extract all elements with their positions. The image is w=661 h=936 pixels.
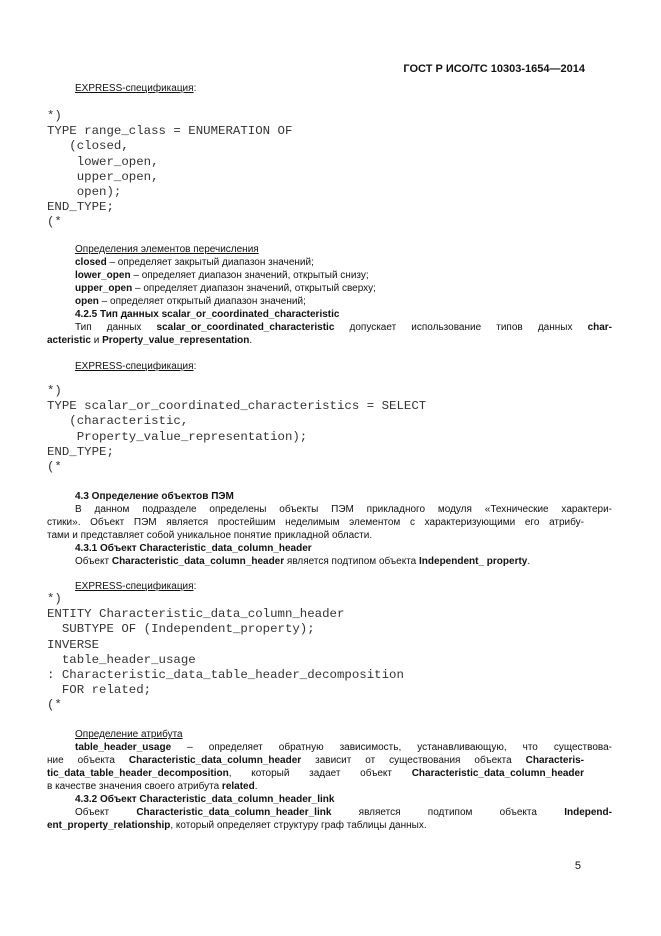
express-spec-label-text: EXPRESS-спецификация — [75, 581, 194, 592]
page-number: 5 — [574, 860, 581, 872]
text-span: является подтипом объекта — [331, 807, 565, 818]
text-span: зависит от существования объекта — [301, 755, 526, 766]
enum-desc: – определяет диапазон значений, открытый снизу; — [130, 270, 369, 281]
paragraph-line — [47, 321, 612, 334]
enum-desc: – определяет закрытый диапазон значений; — [106, 257, 314, 268]
paragraph-line — [47, 754, 584, 767]
section-heading-4-3-2: 4.3.2 Объект Characteristic_data_column_header_link — [75, 794, 335, 805]
express-spec-label-text: EXPRESS-спецификация — [75, 361, 194, 372]
text-span: – определяет обратную зависимость, устанавливающую, что существова- — [171, 742, 612, 753]
enum-desc: – определяет открытый диапазон значений; — [98, 296, 306, 307]
type-name: Property_value_representation — [102, 335, 250, 346]
express-spec-colon: : — [193, 361, 197, 372]
enum-desc: – определяет диапазон значений, открытый сверху; — [132, 283, 376, 294]
entity-name: Independ- — [564, 807, 612, 818]
paragraph-line: В данном подразделе определены объекты ПЭМ прикладного модуля «Технические характери- — [75, 504, 612, 515]
type-name: scalar_or_coordinated_characteristic — [156, 322, 335, 333]
text-span: ние объекта — [47, 755, 129, 766]
entity-name: Characteris- — [525, 755, 584, 766]
text-span: , который задает объект — [228, 768, 412, 779]
entity-name: Characteristic_data_column_header — [128, 755, 302, 766]
code-block-range-class: *) TYPE range_class = ENUMERATION OF (closed, lower_open, upper_open, open); END_TYPE; (* — [47, 109, 293, 230]
text-span: является подтипом объекта — [284, 556, 420, 567]
entity-name: Characteristic_data_column_header — [411, 768, 584, 779]
section-heading-4-3: 4.3 Определение объектов ПЭМ — [75, 491, 234, 502]
entity-name: Characteristic_data_column_header_link — [136, 807, 332, 818]
text-span: , который определяет структуру граф таблицы данных. — [170, 820, 427, 831]
attr-def-heading — [47, 728, 612, 741]
section-heading-4-2-5: 4.2.5 Тип данных scalar_or_coordinated_characteristic — [75, 309, 340, 320]
entity-name: Characteristic_data_column_header — [111, 556, 285, 567]
enum-term: open — [75, 296, 99, 307]
paragraph-line: стики». Объект ПЭМ является простейшим неделимым элементом с характеризующими его атрибу- — [47, 517, 584, 528]
enum-defs-heading — [47, 243, 612, 256]
entity-name: tic_data_table_header_decomposition — [47, 768, 229, 779]
paragraph-line — [47, 334, 584, 347]
text-span: . — [249, 335, 253, 346]
entity-name: Independent_ property — [419, 556, 528, 567]
attribute-name: related — [221, 781, 255, 792]
type-name: char- — [587, 322, 613, 333]
paragraph-line: тами и представляет собой уникальное понятие прикладной области. — [47, 530, 373, 541]
enum-def-item — [47, 269, 612, 282]
enum-def-item — [47, 282, 612, 295]
express-spec-colon: : — [193, 581, 197, 592]
paragraph-line — [47, 819, 584, 832]
enum-term: lower_open — [75, 270, 131, 281]
enum-def-item — [47, 295, 612, 308]
entity-name: ent_property_relationship — [47, 820, 171, 831]
enum-defs-heading-text: Определения элементов перечисления — [75, 244, 259, 255]
text-span: Тип данных — [75, 322, 157, 333]
attr-def-heading-text: Определение атрибута — [75, 729, 183, 740]
paragraph-line — [47, 555, 612, 568]
code-block-entity-column-header: *) ENTITY Characteristic_data_column_header SUBTYPE OF (Independent_property); INVERSE table_header_usage : Characteristic_data_table_header_decomposition FOR related; (* — [47, 592, 404, 713]
type-name: acteristic — [47, 335, 91, 346]
code-block-scalar-select: *) TYPE scalar_or_coordinated_characteristics = SELECT (characteristic, Property_value_representation); END_TYPE; (* — [47, 384, 427, 475]
document-header-title: ГОСТ Р ИСО/ТС 10303-1654—2014 — [403, 63, 585, 75]
express-spec-label — [47, 82, 612, 95]
text-span: Объект — [75, 556, 112, 567]
attribute-name: table_header_usage — [75, 742, 172, 753]
text-span: в качестве значения своего атрибута — [47, 781, 222, 792]
text-span: допускает использование типов данных — [334, 322, 588, 333]
enum-term: upper_open — [75, 283, 133, 294]
enum-def-item — [47, 256, 612, 269]
paragraph-line — [47, 780, 584, 793]
text-span: . — [527, 556, 531, 567]
section-heading-4-3-1: 4.3.1 Объект Characteristic_data_column_header — [75, 543, 312, 554]
paragraph-line — [47, 767, 584, 780]
express-spec-label-text: EXPRESS-спецификация — [75, 83, 194, 94]
express-spec-colon: : — [193, 83, 197, 94]
paragraph-line — [47, 806, 612, 819]
text-span: Объект — [75, 807, 137, 818]
express-spec-label — [47, 360, 612, 373]
text-span: . — [254, 781, 258, 792]
paragraph-line — [47, 741, 612, 754]
text-span: и — [90, 335, 103, 346]
enum-term: closed — [75, 257, 107, 268]
